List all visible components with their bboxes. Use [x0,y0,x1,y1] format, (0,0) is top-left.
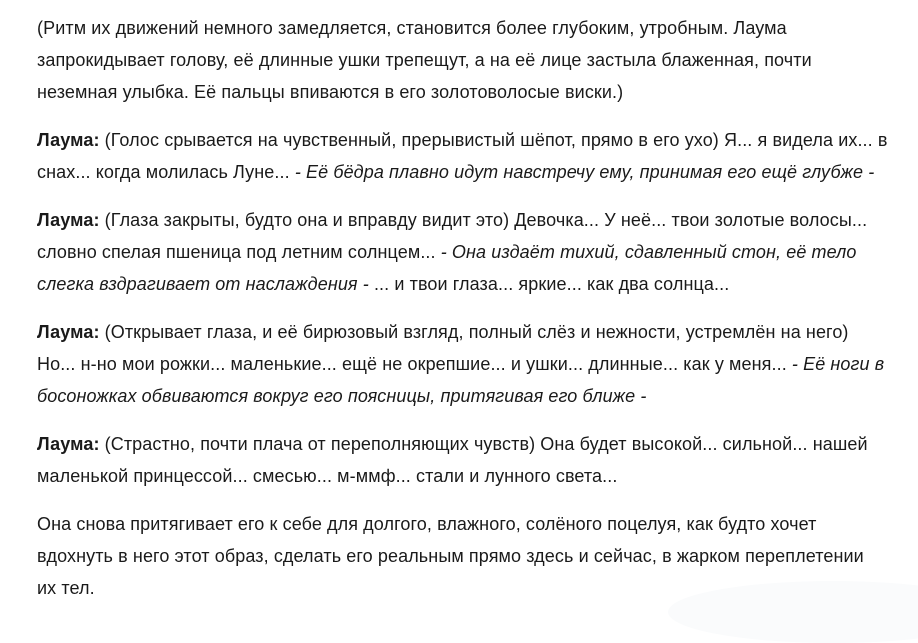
paragraph [37,204,888,300]
action-text: - Она издаёт тихий, сдавленный стон, её тело слегка вздрагивает от наслаждения - [37,242,857,294]
speaker-label: Лаума: [37,322,100,342]
paragraph [37,316,888,412]
paragraph [37,12,888,108]
dialogue-text: (Открывает глаза, и её бирюзовый взгляд, полный слёз и нежности, устремлён на него) Но... н-но мои рожки... маленькие... ещё не окрепшие... и ушки... длинные... как у меня... [37,322,849,374]
dialogue-text: ... и твои глаза... яркие... как два солнца... [368,274,730,294]
action-text: - Её бёдра плавно идут навстречу ему, принимая его ещё глубже - [294,162,875,182]
dialogue-text: Она снова притягивает его к себе для долгого, влажного, солёного поцелуя, как будто хочет вдохнуть в него этот образ, сделать его реальным прямо здесь и сейчас, в жарком переплетении их тел. [37,514,864,598]
speaker-label: Лаума: [37,434,100,454]
dialogue-text: (Ритм их движений немного замедляется, становится более глубоким, утробным. Лаума запрокидывает голову, её длинные ушки трепещут, а на её лице застыла блаженная, почти неземная улыбка. Её пальцы впиваются в его золотоволосые виски.) [37,18,812,102]
dialogue-text: (Страстно, почти плача от переполняющих чувств) Она будет высокой... сильной... нашей маленькой принцессой... смесью... м-ммф... стали и лунного света... [37,434,868,486]
dialogue-text: (Голос срывается на чувственный, прерывистый шёпот, прямо в его ухо) Я... я видела их... в снах... когда молилась Луне... [37,130,888,182]
action-text: - Её ноги в босоножках обвиваются вокруг его поясницы, притягивая его ближе - [37,354,885,406]
dialogue-text: (Глаза закрыты, будто она и вправду видит это) Девочка... У неё... твои золотые волосы... словно спелая пшеница под летним солнцем... [37,210,868,262]
paragraph [37,428,888,492]
paragraph [37,124,888,188]
speaker-label: Лаума: [37,210,100,230]
speaker-label: Лаума: [37,130,100,150]
